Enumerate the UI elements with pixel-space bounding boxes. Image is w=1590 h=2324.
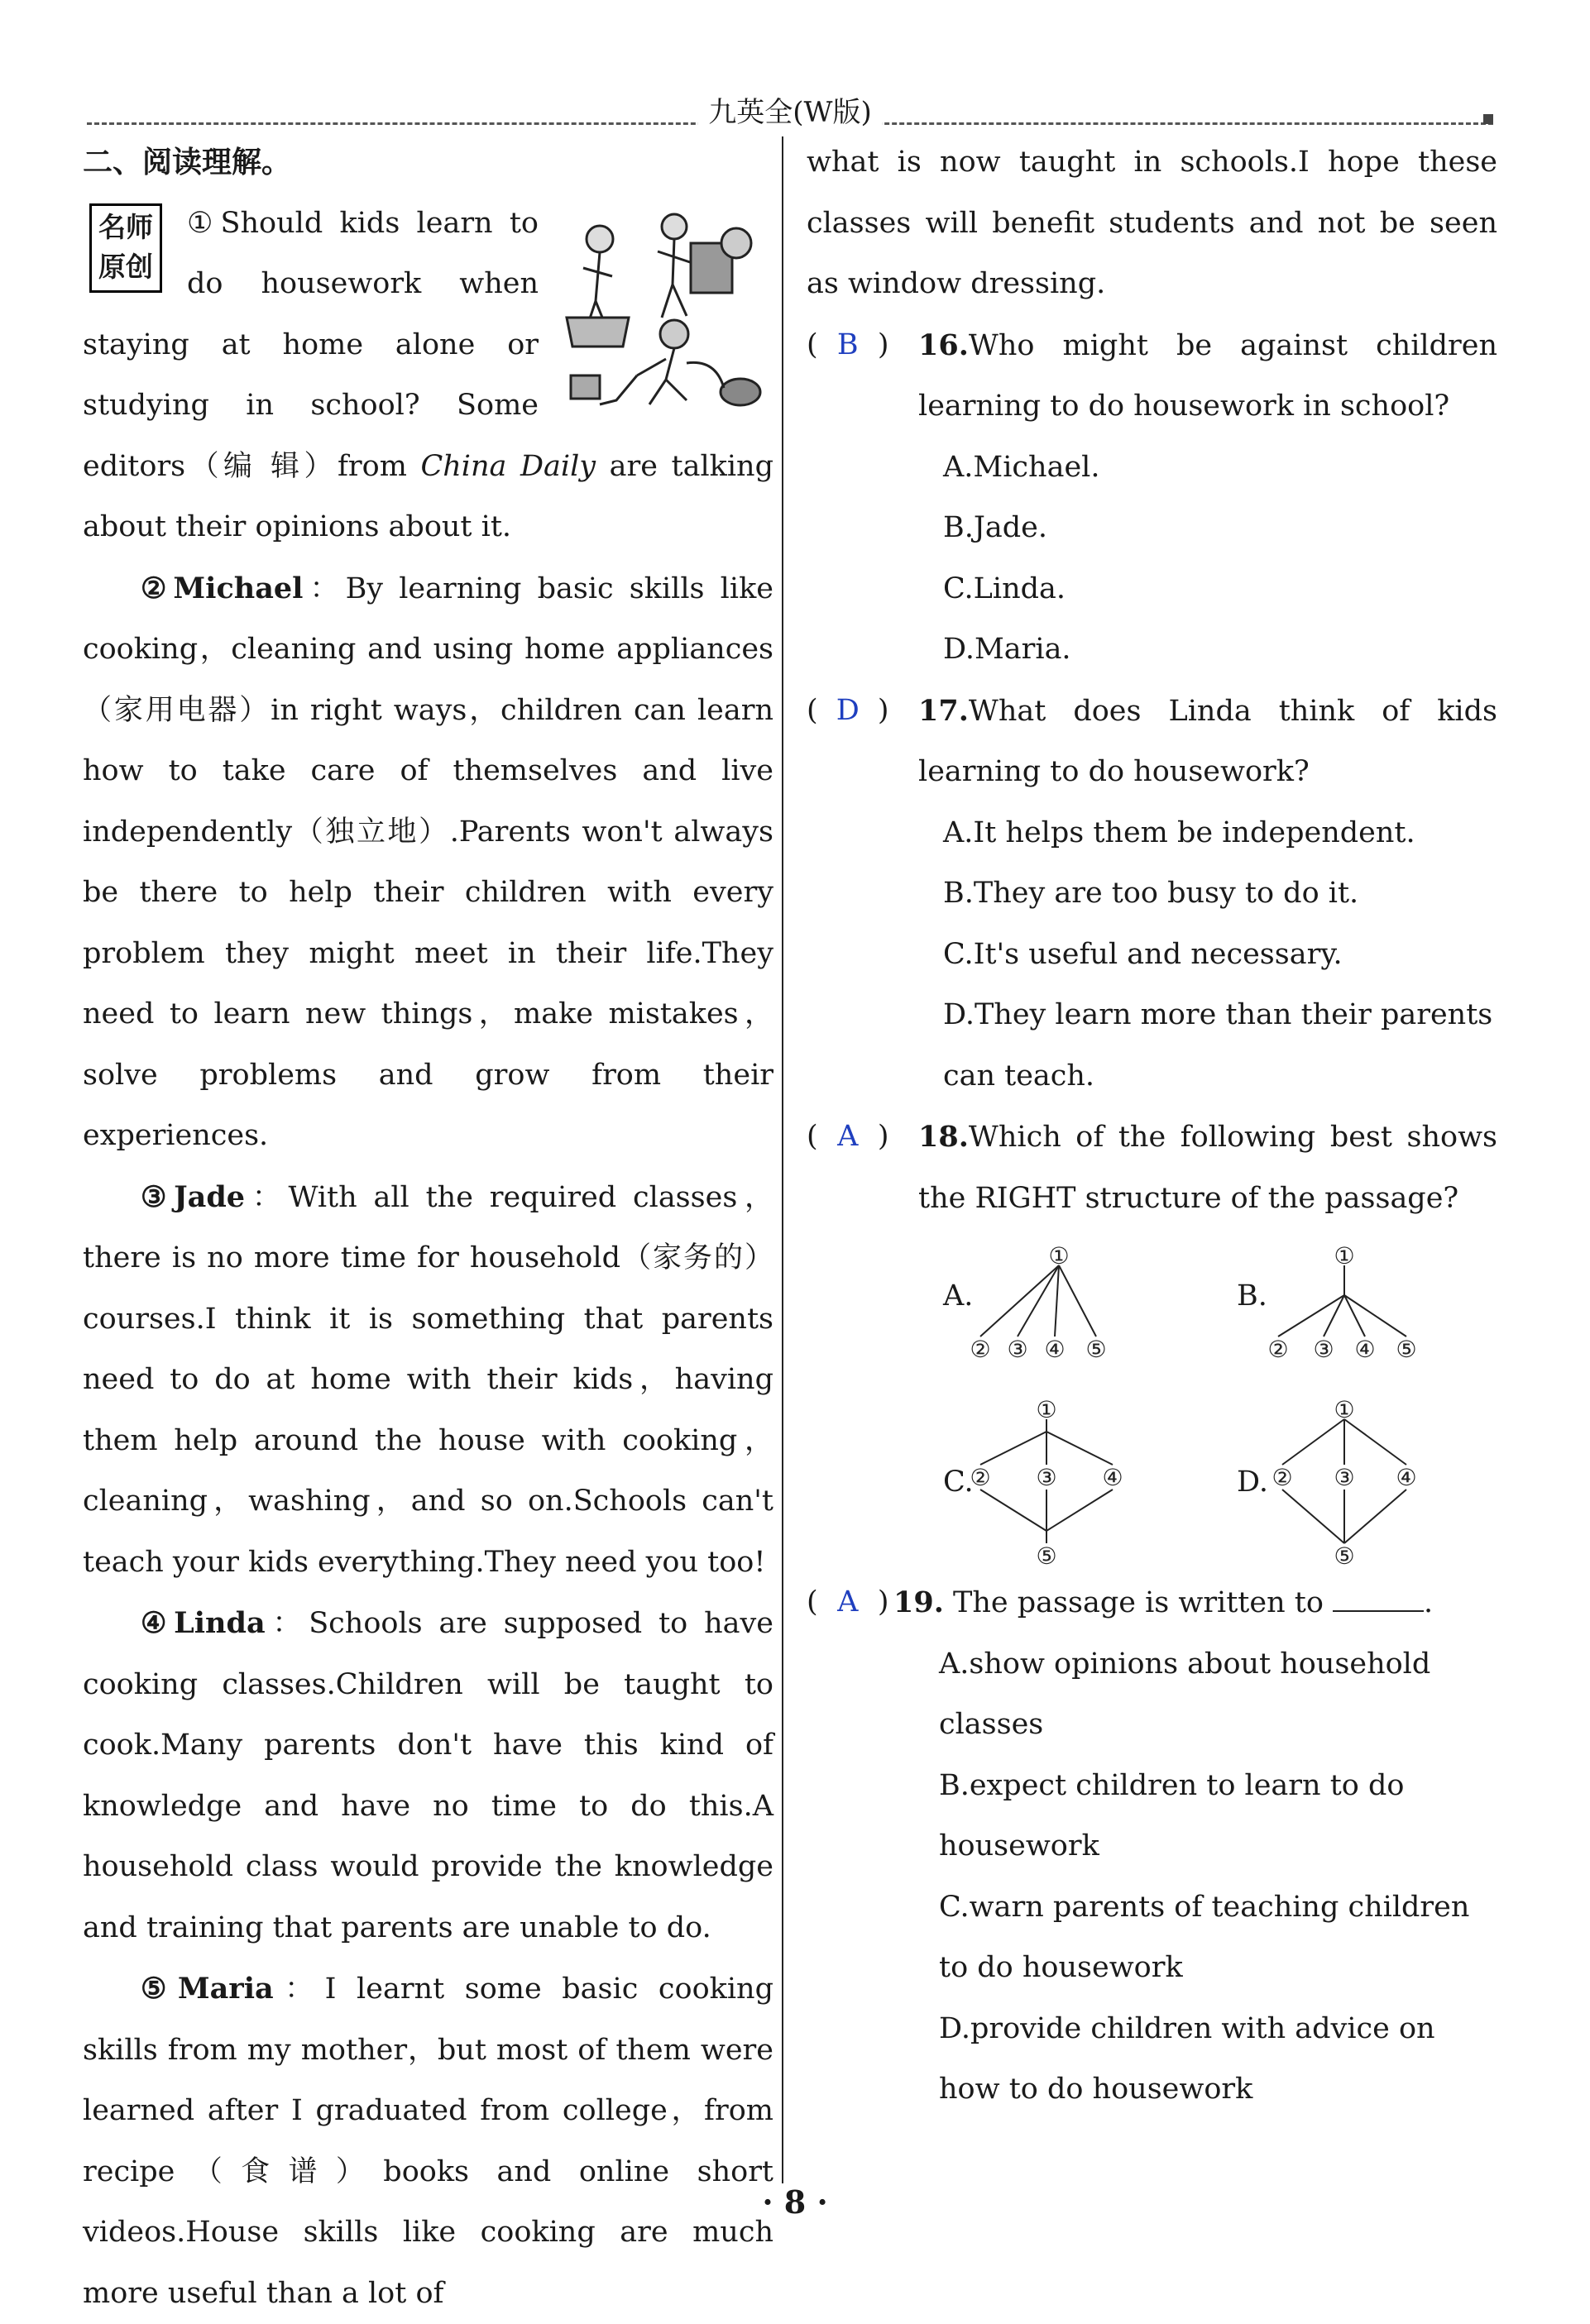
option: A.It helps them be independent. xyxy=(943,815,1415,849)
option: C.It's useful and necessary. xyxy=(943,937,1343,971)
header-square-icon xyxy=(1483,114,1493,124)
diagram-node: ② xyxy=(970,1336,991,1363)
speaker-linda: ④Linda xyxy=(141,1606,266,1640)
speaker-maria: ⑤Maria xyxy=(141,1972,274,2006)
right-column xyxy=(807,132,1497,2121)
option: D.Maria. xyxy=(943,633,1071,666)
speaker-jade: ③Jade xyxy=(141,1179,246,1214)
header-title: 九英全(W版) xyxy=(698,96,881,129)
diagram-node: ④ xyxy=(1102,1464,1123,1491)
question-17 xyxy=(807,681,1497,1107)
paragraph-2 xyxy=(83,558,773,1167)
paragraph-1-end: are talking about their opinions about it. xyxy=(83,449,773,543)
answer-bracket: ( B ) xyxy=(807,315,918,438)
speaker-michael: ②Michael xyxy=(141,571,304,605)
question-stem: Which of the following best shows the RIGHT structure of the passage? xyxy=(918,1121,1497,1215)
diagram-node: ② xyxy=(1272,1464,1293,1491)
diagram-d-lines xyxy=(1237,1394,1485,1576)
answer-bracket: ( D ) xyxy=(807,681,918,803)
column-divider xyxy=(782,136,783,2183)
question-18 xyxy=(807,1107,1497,1572)
question-stem: Who might be against children learning to do housework in school? xyxy=(918,328,1497,423)
option: C.warn parents of teaching children to do housework xyxy=(939,1890,1470,1984)
diagram-node: ④ xyxy=(1354,1336,1376,1363)
answer-value: B xyxy=(836,328,859,361)
paragraph-5-text: ：I learnt some basic cooking skills from my mother，but most of them were learned after I graduated from college，from recipe（食谱）books and online short videos.House skills like cooking are much more useful than a lot of xyxy=(83,1973,773,2310)
option: A.show opinions about household classes xyxy=(939,1647,1431,1741)
paragraph-4 xyxy=(83,1593,773,1958)
diagram-node: ⑤ xyxy=(1085,1336,1107,1363)
answer-value: A xyxy=(837,1120,859,1153)
option: D.provide children with advice on how to do housework xyxy=(939,2011,1435,2106)
diagram-node: ① xyxy=(1334,1246,1355,1270)
diagram-c-lines xyxy=(943,1394,1191,1576)
option: C.Linda. xyxy=(943,571,1066,605)
question-number: 17. xyxy=(918,693,969,728)
answer-bracket: ( A ) xyxy=(807,1572,893,1634)
diagram-node: ⑤ xyxy=(1334,1542,1355,1570)
page-header xyxy=(87,89,1493,131)
diagram-c xyxy=(943,1394,1191,1568)
diagram-label: B. xyxy=(1237,1279,1267,1313)
answer-bracket: ( A ) xyxy=(807,1107,918,1229)
diagram-node: ① xyxy=(1036,1396,1057,1423)
paragraph-3 xyxy=(83,1167,773,1594)
paragraph-3-text: ：With all the required classes，there is no more time for household（家务的）courses.I think it is something that parents need to do at home with their kids，having them help around the house with cooking，cleaning，washing，and so on.Schools can't teach your kids everything.They need you too! xyxy=(83,1180,773,1579)
diagram-d xyxy=(1237,1394,1485,1568)
answer-blank xyxy=(1333,1585,1424,1612)
diagram-node: ⑤ xyxy=(1396,1336,1417,1363)
diagram-label: D. xyxy=(1237,1466,1268,1499)
option: B.Jade. xyxy=(943,511,1047,544)
answer-value: A xyxy=(837,1585,859,1619)
badge-line-2: 原创 xyxy=(98,250,153,283)
question-16 xyxy=(807,315,1497,681)
question-number: 18. xyxy=(918,1120,969,1154)
passage xyxy=(83,194,773,558)
diagram-node: ① xyxy=(1048,1246,1070,1270)
diagram-node: ③ xyxy=(1334,1464,1355,1491)
option: A.Michael. xyxy=(943,450,1100,484)
paragraph-1-text: ①Should kids learn to do housework when staying at home alone or studying in school? Some editors（编 辑）from xyxy=(83,206,539,483)
diagram-node: ② xyxy=(970,1464,991,1491)
left-column xyxy=(83,132,773,2324)
paragraph-5-continued: what is now taught in schools.I hope these classes will benefit students and not be seen as window dressing. xyxy=(807,146,1497,300)
option: B.They are too busy to do it. xyxy=(943,877,1359,910)
badge-line-1: 名师 xyxy=(98,210,153,243)
diagram-a xyxy=(943,1246,1191,1419)
question-number: 19. xyxy=(893,1585,944,1619)
original-badge xyxy=(89,203,162,293)
page-number: · 8 · xyxy=(762,2183,828,2221)
diagram-label: A. xyxy=(943,1279,974,1313)
question-19: ( A ) 19. The passage is written to . A.show opinions about household classes B.expect children to learn to do housework C.warn parents of teaching children to do housework D.provide children with advice on how to do housework xyxy=(807,1572,1497,2121)
paragraph-4-text: ：Schools are supposed to have cooking classes.Children will be taught to cook.Many parents don't have this kind of knowledge and have no time to do this.A household class would provide the knowledge and training that parents are unable to do. xyxy=(83,1607,773,1944)
diagram-node: ③ xyxy=(1313,1336,1334,1363)
diagram-b xyxy=(1237,1246,1485,1419)
diagram-node: ③ xyxy=(1036,1464,1057,1491)
diagram-node: ② xyxy=(1267,1336,1289,1363)
question-stem: The passage is written to xyxy=(953,1586,1324,1619)
question-stem: What does Linda think of kids learning to do housework? xyxy=(918,694,1497,788)
newspaper-name: China Daily xyxy=(420,449,596,483)
diagram-node: ⑤ xyxy=(1036,1542,1057,1570)
housework-illustration xyxy=(550,194,773,417)
option: B.expect children to learn to do housework xyxy=(939,1768,1405,1863)
answer-value: D xyxy=(836,693,860,727)
diagram-node: ④ xyxy=(1044,1336,1066,1363)
option: D.They learn more than their parents can teach. xyxy=(943,998,1493,1093)
diagram-node: ④ xyxy=(1396,1464,1417,1491)
question-number: 16. xyxy=(918,328,969,362)
diagram-b-lines xyxy=(1237,1246,1485,1370)
structure-diagrams xyxy=(807,1229,1497,1572)
section-title: 二、阅读理解。 xyxy=(83,146,292,179)
diagram-node: ③ xyxy=(1007,1336,1028,1363)
diagram-node: ① xyxy=(1334,1396,1355,1423)
paragraph-2-text: ：By learning basic skills like cooking，cleaning and using home appliances（家用电器）in right ways，children can learn how to take care of themselves and live independently（独立地）.Parents won't always be there to help their children with every problem they might meet in their life.They need to learn new things，make mistakes，solve problems and grow from their experiences. xyxy=(83,571,773,1152)
paragraph-5 xyxy=(83,1958,773,2324)
diagram-label: C. xyxy=(943,1466,974,1499)
diagram-a-lines xyxy=(943,1246,1191,1370)
